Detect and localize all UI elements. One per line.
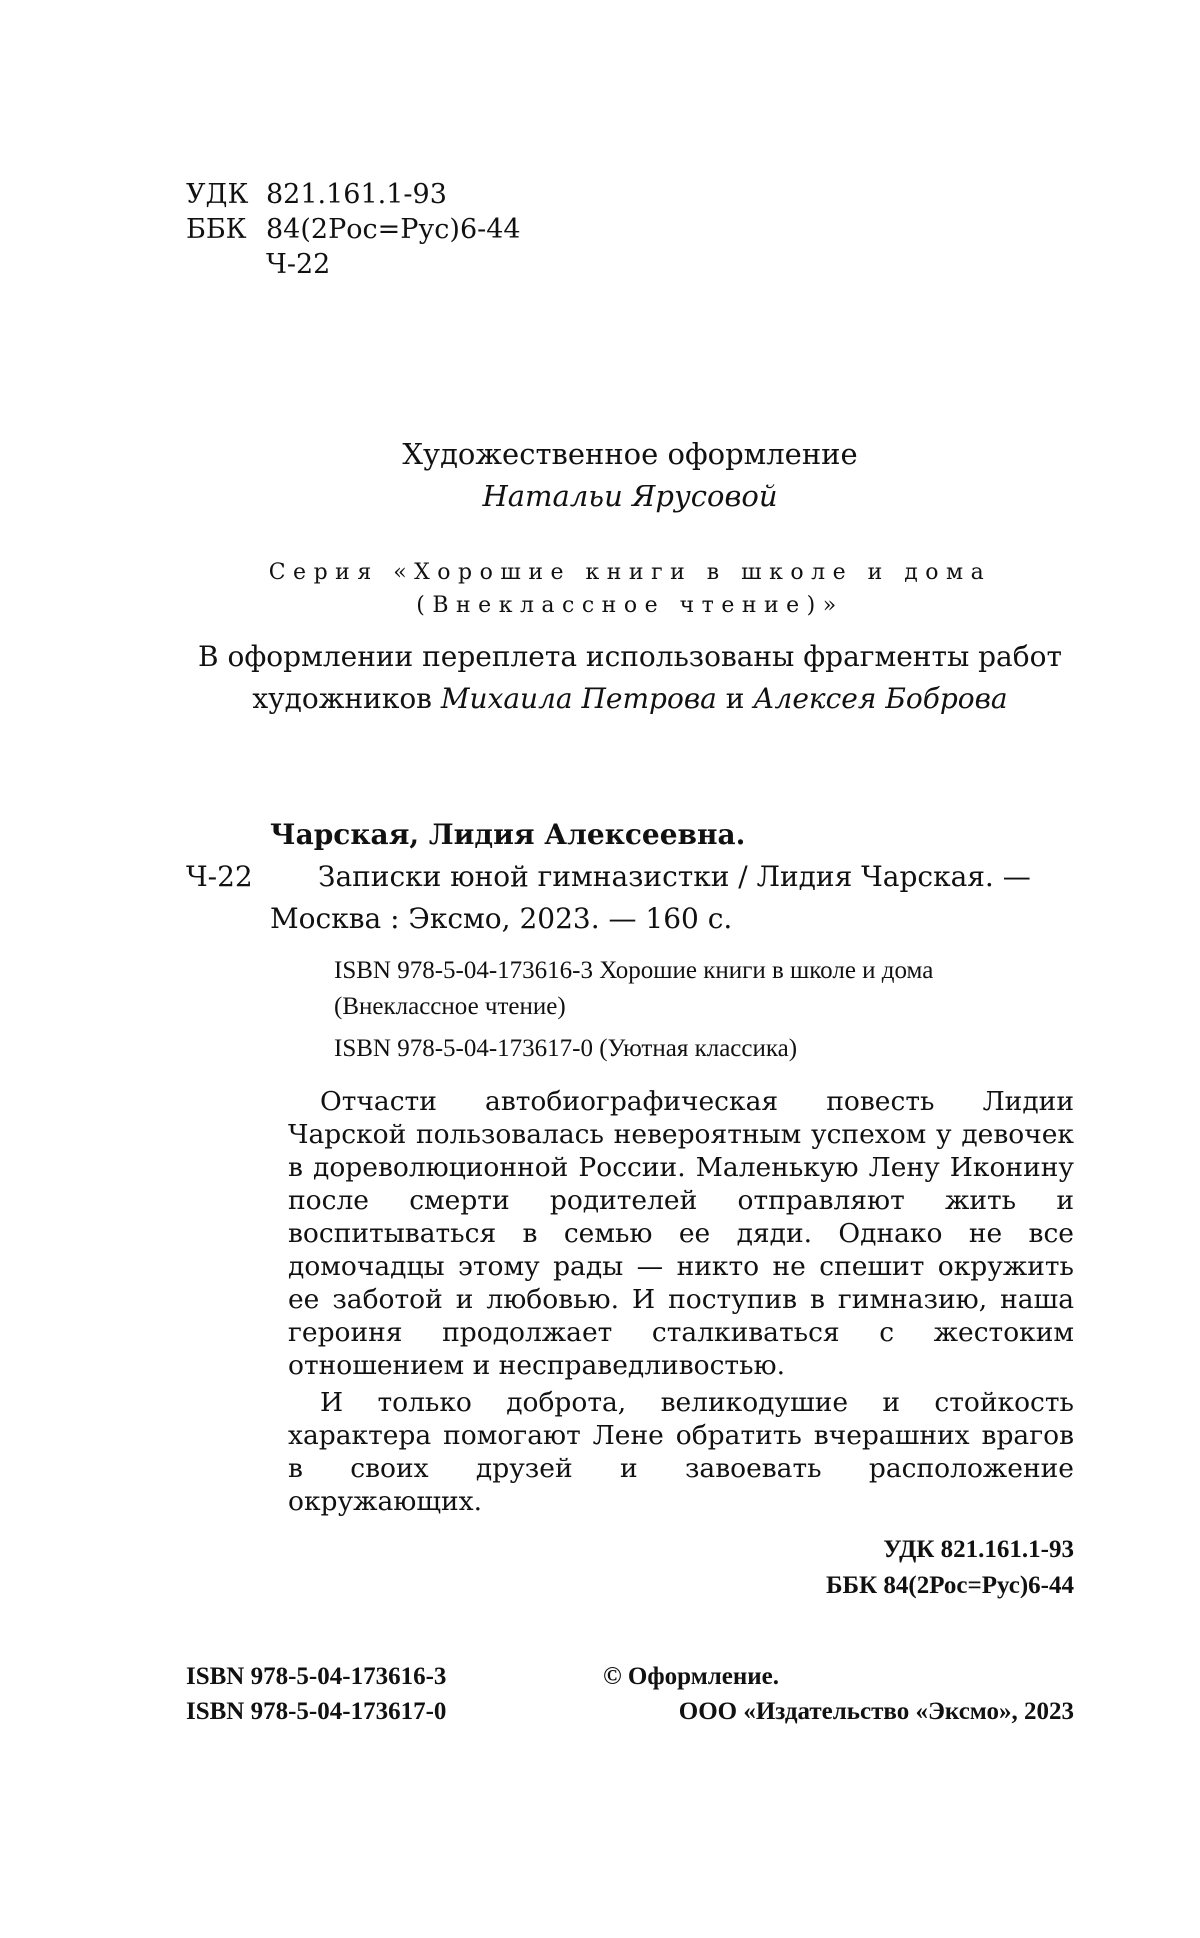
footer-bbk: ББК 84(2Рос=Рус)6-44 [826,1572,1074,1599]
binding-artist-2: Алексея Боброва [753,682,1008,715]
bibliographic-mark: Ч-22 [186,860,253,893]
bbk-label: ББК [186,214,247,245]
annotation-paragraph-2: И только доброта, великодушие и стойкость характера помогают Лене обратить вчерашних врагов в своих друзей и завоевать расположение окружающих. [288,1387,1074,1517]
copyright-line-2: ООО «Издательство «Эксмо», 2023 [678,1698,1074,1725]
bbk-value: 84(2Рос=Рус)6-44 [266,214,521,245]
annotation-paragraph-1: Отчасти автобиографическая повесть Лидии Чарской пользовалась невероятным успехом у девочек в дореволюционной России. Маленькую Лену Иконину после смерти родителей отправляют жить и воспитываться в семью ее дяди. Однако не все домочадцы этому рады — никто не спешит окружить ее заботой и любовью. И поступив в гимназию, наша героиня продолжает сталкиваться с жестоким отношением и несправедливостью. [288,1086,1074,1381]
isbn-series-line-1: ISBN 978-5-04-173616-3 Хорошие книги в школе и дома [334,957,934,984]
series-line-2: (Внеклассное чтение)» [416,593,844,618]
udk-value: 821.161.1-93 [266,179,447,210]
copyright-line-1: © Оформление. [603,1663,780,1690]
classification-block [186,177,586,287]
isbn-cozy-classics: ISBN 978-5-04-173617-0 (Уютная классика) [334,1035,798,1062]
annotation [288,1085,1074,1518]
binding-artist-1: Михаила Петрова [440,682,717,715]
author-heading: Чарская, Лидия Алексеевна. [270,818,746,851]
binding-prefix: художников [252,682,432,715]
isbn-series-line-2: (Внеклассное чтение) [334,993,566,1020]
udk-label: УДК [186,179,249,210]
series-line-1: Серия «Хорошие книги в школе и дома [268,560,992,585]
footer-udk: УДК 821.161.1-93 [883,1536,1074,1563]
binding-line-2 [0,682,1200,715]
bibliographic-line-2: Москва : Эксмо, 2023. — 160 с. [270,902,733,935]
binding-line-1: В оформлении переплета использованы фрагменты работ [198,640,1062,673]
design-title: Художественное оформление [402,437,858,471]
footer-isbn-2: ISBN 978-5-04-173617-0 [186,1698,447,1725]
bibliographic-line-1: Записки юной гимназистки / Лидия Чарская. — [318,860,1031,893]
binding-conj: и [725,682,745,715]
design-artist: Натальи Ярусовой [482,479,778,513]
footer-isbn-1: ISBN 978-5-04-173616-3 [186,1663,447,1690]
author-mark: Ч-22 [266,249,331,280]
